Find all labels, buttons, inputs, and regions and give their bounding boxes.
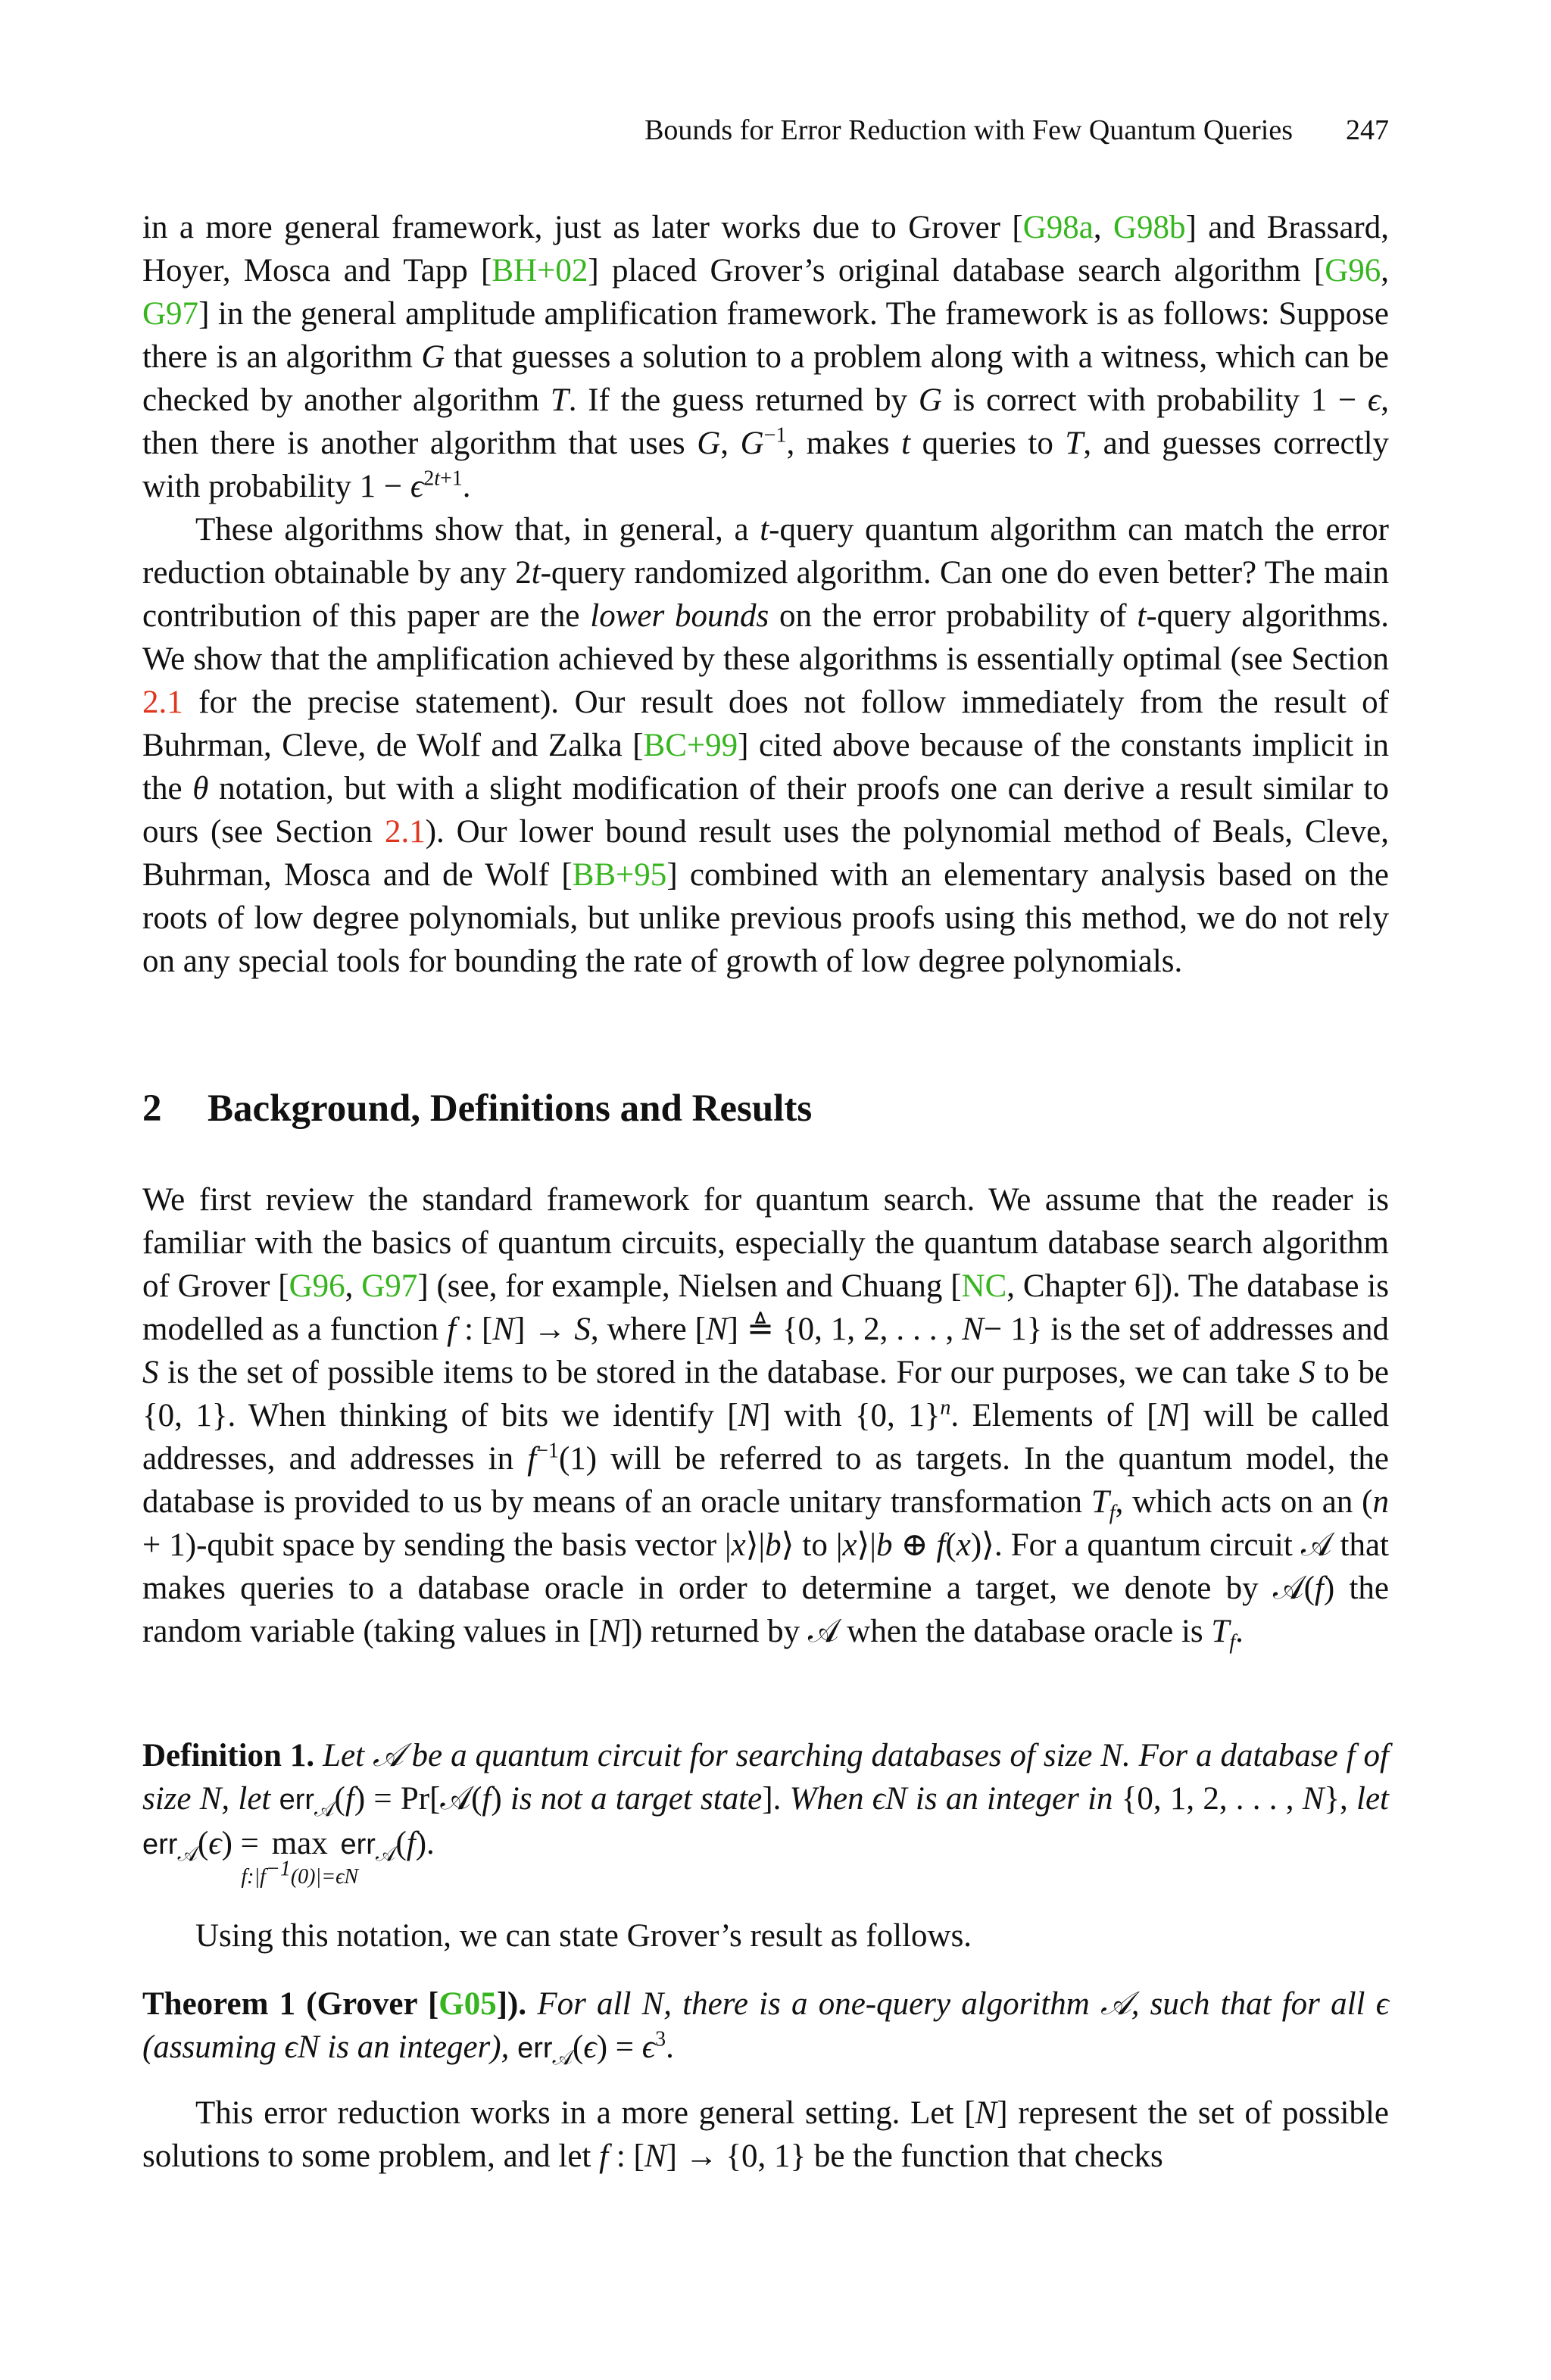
running-header	[644, 114, 1389, 147]
citation-link[interactable]: G98b	[1113, 210, 1186, 245]
using-paragraph	[142, 1914, 1389, 1957]
page-number: 247	[1346, 114, 1389, 146]
citation-link[interactable]: G97	[361, 1268, 418, 1304]
definition-text: Definition 1. Let 𝒜 be a quantum circuit for searching databases of size N. For a database f of size N, let err$_𝒜$(f) = Pr[𝒜(f) is not a target state]. When ϵN is an integer in {0, 1, 2, . . . , N}, let err$_𝒜$(ϵ) = max $f:|f^{-1}(0)|=\epsilon N$ err$_𝒜$(f).	[142, 1738, 1390, 1889]
citation-link[interactable]: BB+95	[572, 857, 667, 893]
final-paragraph	[142, 2091, 1389, 2178]
section-heading	[142, 1087, 812, 1131]
section-title: Background, Definitions and Results	[208, 1087, 813, 1130]
citation-link[interactable]: G98a	[1022, 210, 1094, 245]
using-text: Using this notation, we can state Grover’s result as follows.	[195, 1918, 972, 1954]
theorem-1	[142, 1982, 1389, 2070]
paragraph-general-setting: This error reduction works in a more general setting. Let [N] represent the set of possible solutions to some problem, and let f : [N] → {0, 1} be the function that checks	[142, 2095, 1389, 2174]
max-operator: max $f:|f^{-1}(0)|=\epsilon N$	[241, 1826, 359, 1889]
theorem-label: Theorem 1	[142, 1986, 296, 2022]
section-link[interactable]: 2.1	[142, 685, 183, 720]
background-paragraph	[142, 1178, 1389, 1653]
theorem-text: Theorem 1 (Grover [G05]). For all N, there is a one-query algorithm 𝒜, such that for all ϵ (assuming ϵN is an integer), $err_𝒜(\epsilon) = \epsilon^3$.	[142, 1986, 1390, 2070]
running-title: Bounds for Error Reduction with Few Quantum Queries	[644, 114, 1293, 146]
intro-paragraphs	[142, 206, 1389, 983]
paragraph-framework: in a more general framework, just as later works due to Grover [G98a, G98b] and Brassard, Hoyer, Mosca and Tapp [BH+02] placed Grover’s original database search algorithm [G96, G97] in the general amplitude amplification framework. The framework is as follows: Suppose there is an algorithm G that guesses a solution to a problem along with a witness, which can be checked by another algorithm T. If the guess returned by G is correct with probability 1 − ϵ, then there is another algorithm that uses G, $G^{-1}$, makes t queries to T, and guesses correctly with probability $1 - \epsilon^{2t+1}$.	[142, 210, 1390, 504]
citation-link[interactable]: G97	[142, 296, 199, 332]
definition-1	[142, 1734, 1390, 1889]
citation-link[interactable]: G05	[438, 1986, 497, 2022]
paragraph-contribution: These algorithms show that, in general, a t-query quantum algorithm can match the error reduction obtainable by any 2t-query randomized algorithm. Can one do even better? The main contribution of this paper are the lower bounds on the error probability of t-query algorithms. We show that the amplification achieved by these algorithms is essentially optimal (see Section 2.1 for the precise statement). Our result does not follow immediately from the result of Buhrman, Cleve, de Wolf and Zalka [BC+99] cited above because of the constants implicit in the θ notation, but with a slight modification of their proofs one can derive a result similar to ours (see Section 2.1). Our lower bound result uses the polynomial method of Beals, Cleve, Buhrman, Mosca and de Wolf [BB+95] combined with an elementary analysis based on the roots of low degree polynomials, but unlike previous proofs using this method, we do not rely on any special tools for bounding the rate of growth of low degree polynomials.	[142, 512, 1390, 979]
citation-link[interactable]: BC+99	[643, 728, 738, 763]
definition-label: Definition 1.	[142, 1738, 315, 1773]
section-number: 2	[142, 1087, 162, 1130]
citation-link[interactable]: G96	[1325, 253, 1381, 289]
paragraph-background: We first review the standard framework for quantum search. We assume that the reader is familiar with the basics of quantum circuits, especially the quantum database search algorithm of Grover [G96, G97] (see, for example, Nielsen and Chuang [NC, Chapter 6]). The database is modelled as a function f : [N] → S, where [N] ≜ {0, 1, 2, . . . , N− 1} is the set of addresses and S is the set of possible items to be stored in the database. For our purposes, we can take S to be {0, 1}. When thinking of bits we identify [N] with {0, 1}$^n$. Elements of [N] will be called addresses, and addresses in $f^{-1}(1)$ will be referred to as targets. In the quantum model, the database is provided to us by means of an oracle unitary transformation $T_f$, which acts on an (n + 1)-qubit space by sending the basis vector |x⟩|b⟩ to |x⟩|b ⊕ f(x)⟩. For a quantum circuit 𝒜 that makes queries to a database oracle in order to determine a target, we denote by 𝒜(f) the random variable (taking values in [N]) returned by 𝒜 when the database oracle is $T_f$.	[142, 1182, 1390, 1655]
citation-link[interactable]: BH+02	[492, 253, 588, 289]
citation-link[interactable]: G96	[289, 1268, 345, 1304]
citation-link[interactable]: NC	[961, 1268, 1007, 1304]
section-link[interactable]: 2.1	[384, 814, 426, 850]
